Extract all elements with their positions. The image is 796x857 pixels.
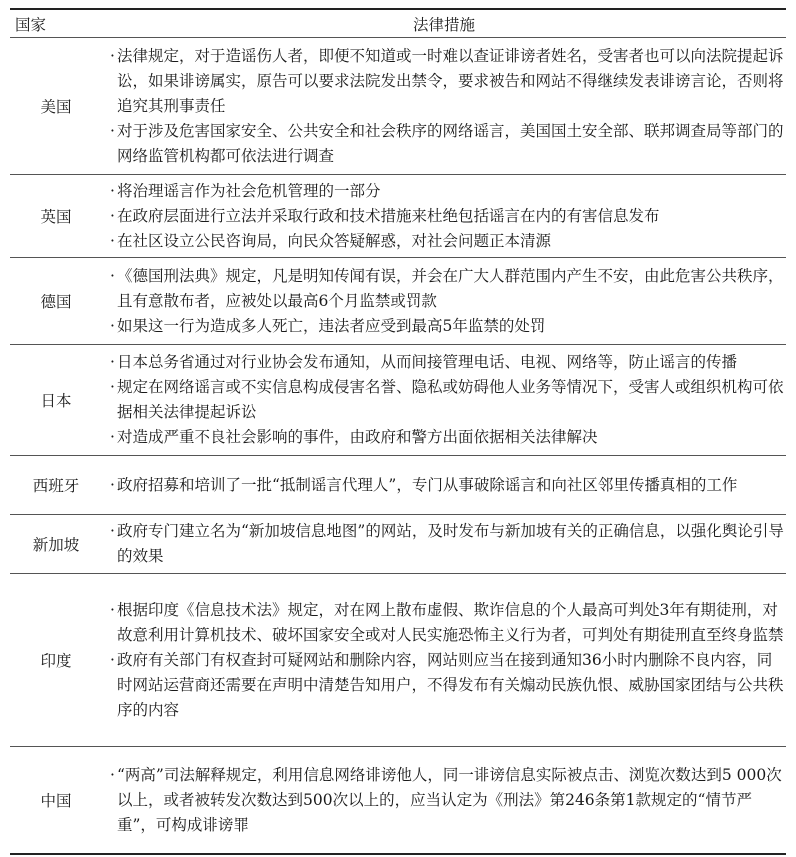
bullet-icon: · <box>110 600 115 619</box>
country-cell: 德国 <box>40 293 72 311</box>
measure-text: 法律规定，对于造谣伤人者，即便不知道或一时难以查证诽谤者姓名，受害者也可以向法院提起诉讼，如果诽谤属实，原告可以要求法院发出禁令，要求被告和网站不得继续发表诽谤言论，否则将追究其刑事责任 <box>117 46 784 115</box>
measure-text: 如果这一行为造成多人死亡，违法者应受到最高5年监禁的处罚 <box>117 316 546 335</box>
measure-item <box>102 314 786 339</box>
bullet-icon: · <box>110 181 115 200</box>
measures-cell <box>102 345 786 455</box>
bullet-icon: · <box>110 475 115 494</box>
table-row <box>10 345 786 456</box>
bullet-icon: · <box>110 46 115 65</box>
measure-item <box>102 44 786 119</box>
measure-text: 规定在网络谣言或不实信息构成侵害名誉、隐私或妨碍他人业务等情况下，受害人或组织机构可依据相关法律提起诉讼 <box>117 378 784 421</box>
table-row <box>10 175 786 258</box>
measure-text: 政府有关部门有权查封可疑网站和删除内容，网站则应当在接到通知36小时内删除不良内容，同时网站运营商还需要在声明中清楚告知用户，不得发布有关煽动民族仇恨、威胁国家团结与公共秩序的内容 <box>117 650 784 719</box>
measure-text: “两高”司法解释规定，利用信息网络诽谤他人，同一诽谤信息实际被点击、浏览次数达到5 000次以上，或者被转发次数达到500次以上的，应当认定为《刑法》第246条第1款规定的“情节严重”，可构成诽谤罪 <box>117 765 782 834</box>
table-row <box>10 258 786 345</box>
measure-item <box>102 179 786 204</box>
measure-item <box>102 204 786 229</box>
bullet-icon: · <box>110 121 115 140</box>
measure-item <box>102 229 786 254</box>
measure-item <box>102 519 786 569</box>
measure-text: 《德国刑法典》规定，凡是明知传闻有误，并会在广大人群范围内产生不安，由此危害公共秩序，且有意散布者，应被处以最高6个月监禁或罚款 <box>117 266 784 310</box>
bullet-icon: · <box>110 266 115 285</box>
table-row <box>10 38 786 175</box>
measure-item <box>102 648 786 723</box>
bullet-icon: · <box>110 378 115 396</box>
country-cell: 中国 <box>40 792 72 810</box>
measures-cell <box>102 515 786 573</box>
header-country: 国家 <box>15 15 47 34</box>
country-cell: 印度 <box>40 652 72 670</box>
table-row <box>10 574 786 747</box>
header-measures: 法律措施 <box>412 15 475 34</box>
measure-text: 在社区设立公民咨询局，向民众答疑解惑，对社会问题正本清源 <box>117 231 552 250</box>
bullet-icon: · <box>110 206 115 225</box>
measure-item <box>102 119 786 169</box>
table-row <box>10 456 786 515</box>
measure-text: 政府专门建立名为“新加坡信息地图”的网站，及时发布与新加坡有关的正确信息，以强化舆论引导的效果 <box>117 522 784 565</box>
measure-text: 在政府层面进行立法并采取行政和技术措施来杜绝包括谣言在内的有害信息发布 <box>117 206 660 225</box>
country-cell: 新加坡 <box>32 536 80 554</box>
bullet-icon: · <box>110 522 115 540</box>
bullet-icon: · <box>110 316 115 335</box>
measure-text: 将治理谣言作为社会危机管理的一部分 <box>117 181 381 200</box>
table-body <box>10 38 786 853</box>
measure-item <box>102 264 786 314</box>
table-row <box>10 515 786 574</box>
measure-item <box>102 425 786 450</box>
measure-text: 政府招募和培训了一批“抵制谣言代理人”，专门从事破除谣言和向社区邻里传播真相的工作 <box>117 475 738 494</box>
measures-cell <box>102 38 786 174</box>
measures-cell <box>102 456 786 514</box>
bullet-icon: · <box>110 231 115 250</box>
bullet-icon: · <box>110 428 115 446</box>
legal-measures-table <box>10 8 786 855</box>
measure-item <box>102 375 786 425</box>
measures-cell <box>102 175 786 257</box>
measure-item <box>102 598 786 648</box>
measure-text: 对造成严重不良社会影响的事件，由政府和警方出面依据相关法律解决 <box>117 428 598 446</box>
country-cell: 英国 <box>40 208 72 226</box>
measures-cell <box>102 747 786 853</box>
measure-item <box>102 350 786 375</box>
measure-text: 对于涉及危害国家安全、公共安全和社会秩序的网络谣言，美国国土安全部、联邦调查局等部门的网络监管机构都可依法进行调查 <box>117 121 784 165</box>
table-header <box>10 10 786 38</box>
measures-cell <box>102 574 786 746</box>
country-cell: 美国 <box>40 98 72 116</box>
table-row <box>10 747 786 853</box>
measure-item <box>102 763 786 838</box>
bullet-icon: · <box>110 765 115 784</box>
country-cell: 西班牙 <box>32 477 80 495</box>
bullet-icon: · <box>110 650 115 669</box>
country-cell: 日本 <box>40 392 72 410</box>
measure-text: 根据印度《信息技术法》规定，对在网上散布虚假、欺诈信息的个人最高可判处3年有期徒刑，对故意利用计算机技术、破坏国家安全或对人民实施恐怖主义行为者，可判处有期徒刑直至终身监禁 <box>117 600 784 644</box>
measure-text: 日本总务省通过对行业协会发布通知，从而间接管理电话、电视、网络等，防止谣言的传播 <box>117 353 738 371</box>
measures-cell <box>102 258 786 344</box>
measure-item <box>102 473 786 498</box>
bullet-icon: · <box>110 353 115 371</box>
